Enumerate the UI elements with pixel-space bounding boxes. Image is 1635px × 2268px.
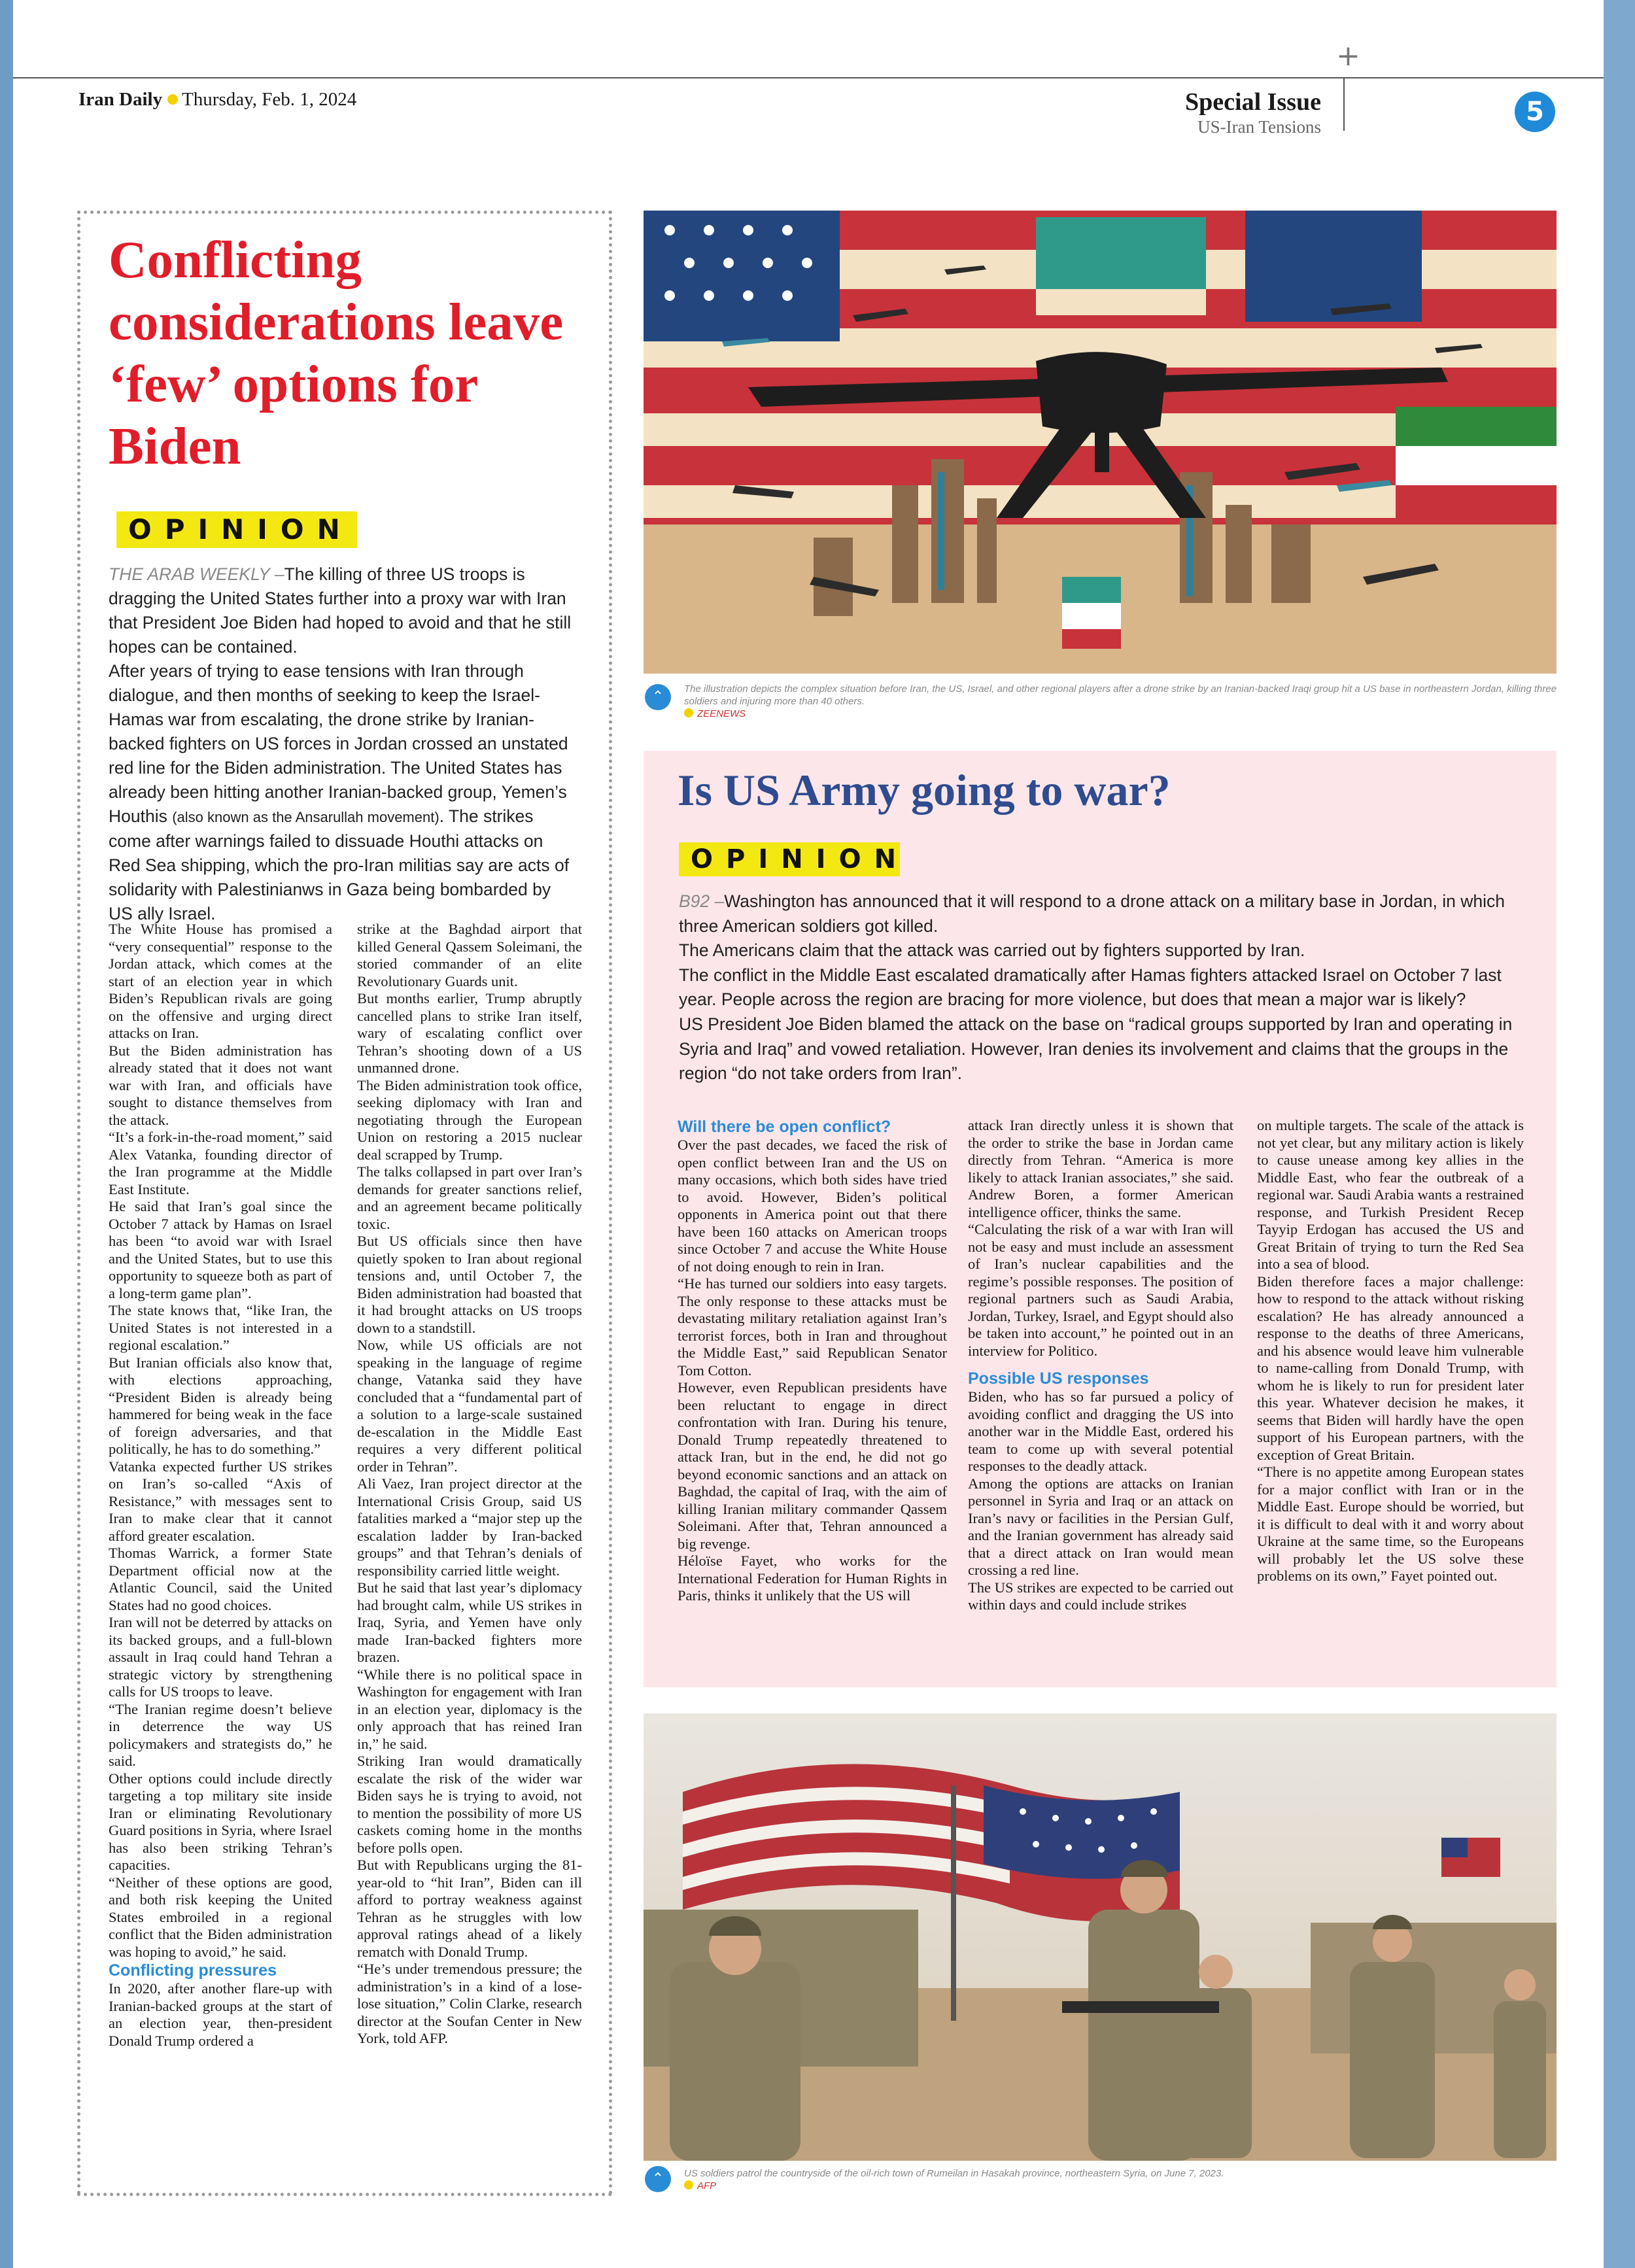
subheading: Possible US responses [968, 1369, 1149, 1388]
paragraph: He said that Iran’s goal since the October 7 attack by Hamas on Israel has been “to avoid war with Israel and the United States, but to use this opportunity to squeeze both as part of a long-term game plan”. [109, 1198, 332, 1301]
paragraph: Ali Vaez, Iran project director at the International Crisis Group, said US fatalities marked a “major step up the escalation ladder by Iran-backed groups” and that Tehran’s denials of responsibility carried little weight. [357, 1475, 582, 1579]
masthead [78, 89, 356, 111]
camera-caption-icon: ⌃ [645, 684, 671, 710]
lead-paragraph: US President Joe Biden blamed the attack on the base on “radical groups supported by Iran and operating in Syria and Iraq” and vowed retaliation. However, Iran denies its involvement and claims that the groups in the region “do not take orders from Iran”. [679, 1014, 1513, 1084]
lead-paragraph: After years of trying to ease tensions with Iran through dialogue, and then months of seeking to keep the Israel-Hamas war from escalating, the drone strike by Iranian-backed fighters on US forces in Jordan crossed an unstated red line for the Biden administration. The United States has already been hitting another Iranian-backed group, Yemen’s Houthis [109, 661, 568, 826]
lead-source: B92 – [679, 891, 725, 911]
paragraph: The US strikes are expected to be carried out within days and could include strikes [968, 1579, 1233, 1613]
article2-lead [679, 889, 1529, 1086]
section-title: Special Issue [1185, 88, 1321, 116]
image1-credit [684, 708, 1560, 720]
article1-lead [109, 562, 578, 926]
paragraph: But with Republicans urging the 81-year-old to “hit Iran”, Biden can ill afford to portray weakness against Tehran as he struggles with low approval ratings ahead of a likely rematch with Donald Trump. [357, 1857, 582, 1960]
paragraph: The state knows that, “like Iran, the United States is not interested in a regional escalation.” [109, 1302, 332, 1353]
paragraph: attack Iran directly unless it is shown that the order to strike the base in Jordan came directly from Tehran. “America is more likely to attack Iranian associates,” she said. Andrew Boren, a former American intelligence officer, thinks the same. [968, 1117, 1233, 1220]
crosshair-icon: + [1336, 39, 1360, 73]
lead-paragraph: The conflict in the Middle East escalated dramatically after Hamas fighters attacked Israel on October 7 last year. People across the region are bracing for more violence, but does that mean a major war is likely? [679, 965, 1502, 1010]
image1-source: ZEENEWS [697, 708, 746, 719]
paragraph: The Biden administration took office, seeking diplomacy with Iran and negotiating through the European Union on restoring a 2015 nuclear deal scrapped by Trump. [357, 1076, 582, 1163]
opinion-tag: OPINION [679, 842, 900, 876]
paragraph: strike at the Baghdad airport that killed General Qassem Soleimani, the storied commander of an elite Revolutionary Guards unit. [357, 921, 582, 989]
paragraph: Thomas Warrick, a former State Department official now at the Atlantic Council, said the United States had no good choices. [109, 1545, 332, 1613]
section-subtitle: US-Iran Tensions [1197, 117, 1321, 137]
paragraph: Among the options are attacks on Iranian personnel in Syria and Iraq or an attack on Iran’s navy or facilities in the Persian Gulf, and the Iranian government has already said that a direct attack on Iran would mean crossing a red line. [968, 1475, 1233, 1578]
article2-headline: Is US Army going to war? [678, 765, 1171, 815]
paragraph: The White House has promised a “very consequential” response to the Jordan attack, which comes at the start of an election year in which Biden’s Republican rivals are going on the offensive and urging direct attacks on Iran. [109, 921, 332, 1041]
left-edge-stripe [0, 0, 13, 2268]
paragraph: “While there is no political space in Washington for engagement with Iran in an election year, diplomacy is the only approach that has reined Iran in,” he said. [357, 1666, 582, 1752]
yellow-dot-icon [684, 708, 693, 717]
lead-paragraph: The Americans claim that the attack was carried out by fighters supported by Iran. [679, 940, 1305, 961]
paragraph: In 2020, after another flare-up with Iranian-backed groups at the start of an election year, then-president Donald Trump ordered a [109, 1980, 332, 2049]
image2-caption-block [684, 2167, 1534, 2192]
image1-caption-block [684, 683, 1560, 720]
paragraph: Over the past decades, we faced the risk of open conflict between Iran and the US on many occasions, which both sides have tried to avoid. However, Biden’s political opponents in America point out that there have been 160 attacks on American troops since October 7 and accuse the White House of not doing enough to rein in Iran. [678, 1137, 947, 1275]
paragraph: But Iranian officials also know that, with elections approaching, “President Biden is already being hammered for being weak in the face of foreign adversaries, and that politically, he has to do something.” [109, 1354, 332, 1457]
drone-illustration [644, 211, 1557, 674]
paragraph: The talks collapsed in part over Iran’s demands for greater sanctions relief, and an agreement became politically toxic. [357, 1163, 582, 1232]
article1-column-2 [357, 921, 582, 2048]
paragraph: But US officials since then have quietly spoken to Iran about regional tensions and, until October 7, the Biden administration had boasted that it had brought attacks on US troops down to a standstill. [357, 1233, 582, 1336]
paragraph: But the Biden administration has already stated that it does not want war with Iran, and officials have sought to distance themselves from the attack. [109, 1042, 332, 1128]
image2-source: AFP [697, 2180, 717, 2191]
paragraph: Other options could include directly targeting a top military site inside Iran or eliminating Revolutionary Guard positions in Syria, where Israel has also been striking Tehran’s capacities. [109, 1770, 332, 1873]
right-edge-stripe [1604, 0, 1635, 2268]
lead-aside: (also known as the Ansarullah movement) [172, 809, 439, 825]
paragraph: “Neither of these options are good, and both risk keeping the United States embroiled in a regional conflict that the Biden administration was hoping to avoid,” he said. [109, 1874, 332, 1960]
soldiers-photo [644, 1713, 1557, 2161]
paragraph: on multiple targets. The scale of the attack is not yet clear, but any military action is likely to cause unease among key allies in the Middle East, who fear the outbreak of a regional war. Saudi Arabia wants a restrained response, and Turkish President Recep Tayyip Erdogan has accused the US and Great Britain of trying to turn the Red Sea into a sea of blood. [1257, 1117, 1524, 1272]
article1-headline: Conflicting considerations leave ‘few’ options for Biden [109, 230, 564, 475]
yellow-dot-icon [684, 2180, 693, 2190]
subheading: Conflicting pressures [109, 1961, 277, 1980]
image2-credit [684, 2180, 1534, 2192]
article2-column-1 [678, 1117, 947, 1605]
lead-paragraph: The killing of three US troops is dragging the United States further into a proxy war with Iran that President Joe Biden had hoped to avoid and that he still hopes can be contained. [109, 564, 572, 657]
paragraph: Striking Iran would dramatically escalate the risk of the wider war Biden says he is trying to avoid, not to mention the possibility of more US caskets coming home in the months before polls open. [357, 1753, 582, 1856]
paragraph: Biden therefore faces a major challenge: how to respond to the attack without risking escalation? He has already announced a response to the deaths of three Americans, and his absence would leave him vulnerable to name-calling from Donald Trump, with whom he is likely to run for president later this year. Whatever decision he makes, it seems that Biden will hardly have the open support of his European partners, with the exception of Great Britain. [1257, 1273, 1524, 1463]
yellow-dot-icon [167, 94, 178, 105]
paragraph: Vatanka expected further US strikes on Iran’s so-called “Axis of Resistance,” with messages sent to Iran to make clear that it cannot afford greater escalation. [109, 1458, 332, 1544]
article2-column-3 [1257, 1117, 1524, 1585]
image1-caption: The illustration depicts the complex situation before Iran, the US, Israel, and other regional players after a drone strike by an Iranian-backed Iraqi group hit a US base in northeastern Jordan, killing three soldiers and injuring more than 40 others. [684, 683, 1557, 707]
paragraph: “It’s a fork-in-the-road moment,” said Alex Vatanka, founding director of the Iran programme at the Middle East Institute. [109, 1129, 332, 1197]
lead-source: THE ARAB WEEKLY – [109, 564, 284, 584]
header-rule [13, 77, 1604, 78]
paragraph: “There is no appetite among European states for a major conflict with Iran or in the Middle East. Europe should be worried, but it is difficult to deal with it and worry about Ukraine at the same time, so the Europeans will probably let the US solve these problems on its own,” Fayet pointed out. [1257, 1464, 1524, 1584]
opinion-tag: OPINION [116, 511, 357, 548]
paragraph: But he said that last year’s diplomacy had brought calm, while US strikes in Iraq, Syria, and Yemen have only made Iran-backed fighters more brazen. [357, 1579, 582, 1665]
issue-date: Thursday, Feb. 1, 2024 [182, 89, 357, 110]
paragraph: “He’s under tremendous pressure; the administration’s in a kind of a lose-lose situation,” Colin Clarke, research director at the Soufan Center in New York, told AFP. [357, 1961, 582, 2046]
page-number-badge: 5 [1515, 92, 1555, 132]
paragraph: However, even Republican presidents have been reluctant to engage in direct confrontation with Iran. During his tenure, Donald Trump repeatedly threatened to attack Iran, but in the end, he did not go beyond economic sanctions and an attack on Baghdad, the capital of Iraq, with the aim of killing Iranian military commander Qassem Soleimani. After that, Tehran announced a big revenge. [678, 1379, 947, 1552]
subheading: Will there be open conflict? [678, 1118, 891, 1136]
lead-paragraph: . The strikes come after warnings failed to dissuade Houthi attacks on Red Sea shipping, which the pro-Iran militias say are acts of solidarity with Palestinianws in Gaza being bombarded by US ally Israel. [109, 806, 570, 923]
section-heading [1185, 88, 1321, 137]
header-divider [1343, 78, 1345, 131]
paper-name: Iran Daily [78, 89, 163, 110]
paragraph: But months earlier, Trump abruptly cancelled plans to strike Iran itself, wary of escalating conflict over Tehran’s shooting down of a US unmanned drone. [357, 990, 582, 1076]
image2-caption: US soldiers patrol the countryside of the oil-rich town of Rumeilan in Hasakah province, northeastern Syria, on June 7, 2023. [684, 2168, 1224, 2179]
article1-column-1 [109, 921, 332, 2050]
paragraph: “He has turned our soldiers into easy targets. The only response to these attacks must be devastating military retaliation against Iran’s terrorist forces, both in Iran and throughout the Middle East,” said Republican Senator Tom Cotton. [678, 1275, 947, 1379]
camera-caption-icon: ⌃ [645, 2166, 671, 2192]
paragraph: Héloïse Fayet, who works for the International Federation for Human Rights in Paris, thinks it unlikely that the US will [678, 1553, 947, 1604]
paragraph: Biden, who has so far pursued a policy of avoiding conflict and dragging the US into another war in the Middle East, ordered his team to come up with several potential responses to the deadly attack. [968, 1388, 1233, 1474]
paragraph: “The Iranian regime doesn’t believe in deterrence the way US policymakers and strategists do,” he said. [109, 1700, 332, 1769]
paragraph: Now, while US officials are not speaking in the language of regime change, Vatanka said they have concluded that a “fundamental part of a solution to a large-scale sustained de-escalation in the Middle East requires a very different political order in Tehran”. [357, 1337, 582, 1475]
paragraph: “Calculating the risk of a war with Iran will not be easy and must include an assessment of Iran’s nuclear capabilities and the regime’s possible responses. The position of regional partners such as Saudi Arabia, Jordan, Turkey, Israel, and Egypt should also be taken into account,” he pointed out in an interview for Politico. [968, 1221, 1233, 1359]
article2-column-2 [968, 1117, 1233, 1614]
paragraph: Iran will not be deterred by attacks on its backed groups, and a full-blown assault in Iraq could hand Tehran a strategic victory by strengthening calls for US troops to leave. [109, 1614, 332, 1700]
lead-paragraph: Washington has announced that it will respond to a drone attack on a military base in Jordan, in which three American soldiers got killed. [679, 891, 1505, 936]
